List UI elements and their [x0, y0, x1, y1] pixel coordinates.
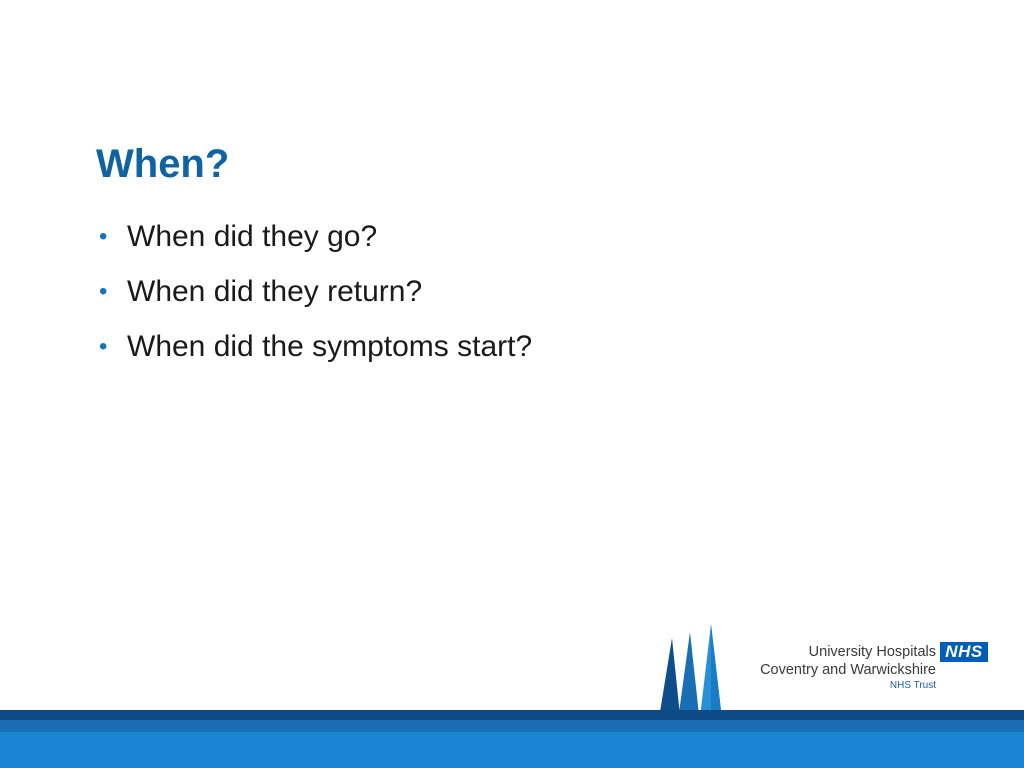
bullet-list: [96, 214, 532, 379]
bullet-text: When did they go?: [127, 220, 378, 253]
trust-name-line2: Coventry and Warwickshire: [760, 662, 936, 678]
trust-name: [760, 643, 936, 693]
bullet-text: When did they return?: [127, 275, 423, 308]
footer-band-dark: [0, 710, 1024, 720]
bullet-item: [96, 214, 532, 269]
bullet-dot-icon: •: [99, 223, 108, 250]
slide-title: When?: [96, 142, 230, 186]
bullet-item: [96, 324, 532, 379]
bullet-dot-icon: •: [99, 333, 108, 360]
trust-name-line3: NHS Trust: [889, 680, 936, 691]
footer-band-mid: [0, 720, 1024, 732]
bullet-item: [96, 269, 532, 324]
footer-band-light: [0, 732, 1024, 768]
bullet-dot-icon: •: [99, 278, 108, 305]
trust-name-line1: University Hospitals: [808, 644, 936, 660]
nhs-logo-badge: NHS: [940, 642, 988, 662]
bullet-text: When did the symptoms start?: [127, 330, 533, 363]
